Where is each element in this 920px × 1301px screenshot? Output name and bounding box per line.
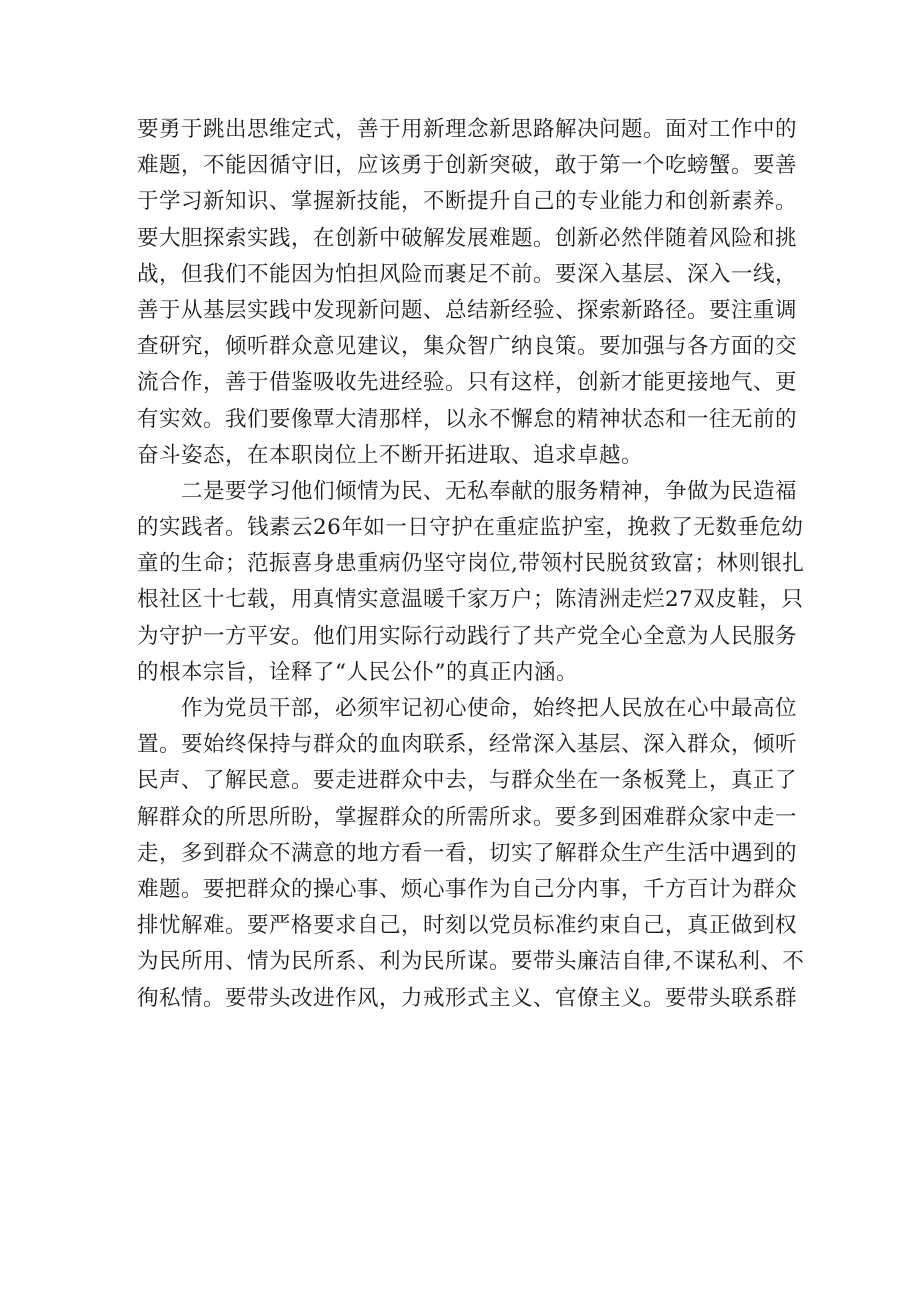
text-line: 的实践者。钱素云26年如一日守护在重症监护室，挽救了无数垂危幼	[137, 515, 804, 541]
text-line: 为民所用、情为民所系、利为民所谋。要带头廉洁自律,不谋私利、不	[137, 949, 805, 975]
paragraph-innovation	[137, 112, 798, 474]
text-line: 要大胆探索实践，在创新中破解发展难题。创新必然伴随着风险和挑	[137, 225, 798, 251]
text-line: 的根本宗旨，诠释了“人民公仆”的真正内涵。	[137, 659, 578, 685]
document-body	[137, 112, 805, 1017]
text-line: 于学习新知识、掌握新技能，不断提升自己的专业能力和创新素养。	[137, 189, 798, 215]
text-line: 二是要学习他们倾情为民、无私奉献的服务精神，争做为民造福	[181, 478, 798, 504]
text-line: 走，多到群众不满意的地方看一看，切实了解群众生产生活中遇到的	[137, 840, 798, 866]
text-line: 善于从基层实践中发现新问题、总结新经验、探索新路径。要注重调	[137, 297, 798, 323]
text-line: 难题，不能因循守旧，应该勇于创新突破，敢于第一个吃螃蟹。要善	[137, 153, 798, 179]
text-line: 置。要始终保持与群众的血肉联系，经常深入基层、深入群众，倾听	[137, 732, 798, 758]
text-line: 有实效。我们要像覃大清那样，以永不懈怠的精神状态和一往无前的	[137, 406, 798, 432]
text-line: 根社区十七载，用真情实意温暖千家万户；陈清洲走烂27双皮鞋，只	[137, 587, 804, 613]
text-line: 解群众的所思所盼，掌握群众的所需所求。要多到困难群众家中走一	[137, 804, 798, 830]
text-line: 为守护一方平安。他们用实际行动践行了共产党全心全意为人民服务	[137, 623, 798, 649]
text-line: 难题。要把群众的操心事、烦心事作为自己分内事，千方百计为群众	[137, 876, 798, 902]
text-line: 奋斗姿态，在本职岗位上不断开拓进取、追求卓越。	[137, 442, 644, 468]
text-line: 流合作，善于借鉴吸收先进经验。只有这样，创新才能更接地气、更	[137, 370, 798, 396]
text-line: 查研究，倾听群众意见建议，集众智广纳良策。要加强与各方面的交	[137, 334, 798, 360]
text-line: 战，但我们不能因为怕担风险而裹足不前。要深入基层、深入一线，	[137, 261, 798, 287]
text-line: 民声、了解民意。要走进群众中去，与群众坐在一条板凳上，真正了	[137, 768, 798, 794]
text-line: 徇私情。要带头改进作风，力戒形式主义、官僚主义。要带头联系群	[137, 985, 798, 1011]
text-line: 排忧解难。要严格要求自己，时刻以党员标准约束自己，真正做到权	[137, 913, 798, 939]
text-line: 童的生命；范振喜身患重病仍坚守岗位,带领村民脱贫致富；林则银扎	[137, 551, 805, 577]
paragraph-party-cadres	[137, 691, 805, 1017]
paragraph-service-spirit	[137, 474, 805, 691]
text-line: 作为党员干部，必须牢记初心使命，始终把人民放在心中最高位	[181, 696, 798, 721]
text-line: 要勇于跳出思维定式，善于用新理念新思路解决问题。面对工作中的	[137, 117, 798, 142]
